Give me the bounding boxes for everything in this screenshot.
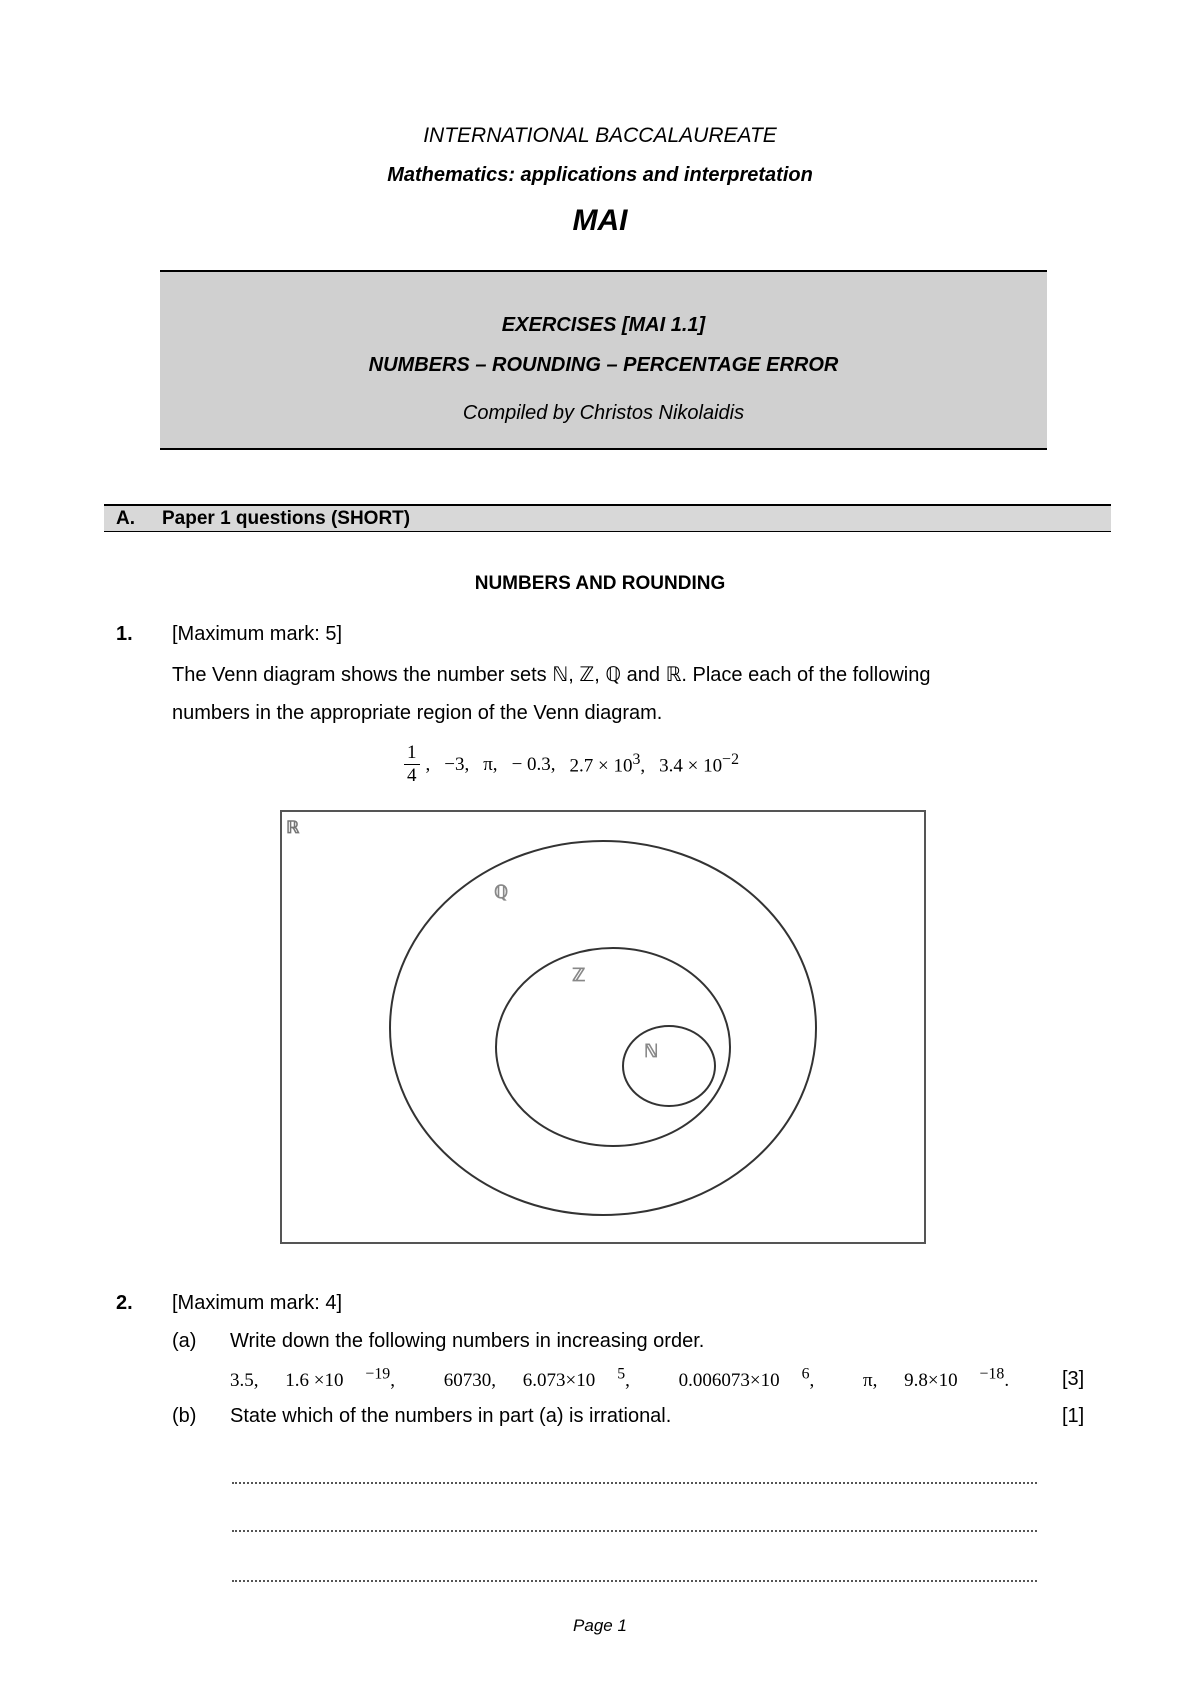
- fraction-numerator: 1: [404, 742, 420, 765]
- number-base: 2.7 × 10: [569, 755, 633, 777]
- answer-line[interactable]: [232, 1580, 1037, 1582]
- question-1-number: 1.: [116, 623, 133, 645]
- subsection-heading: NUMBERS AND ROUNDING: [474, 573, 726, 594]
- title-box: [160, 270, 1047, 450]
- number-exponent: −18: [979, 1366, 1005, 1383]
- fraction-one-quarter: [404, 742, 420, 787]
- number-exponent: 5: [617, 1366, 626, 1383]
- number-pi: π,: [863, 1370, 878, 1392]
- header-organization: INTERNATIONAL BACCALAUREATE: [423, 124, 777, 147]
- fraction-denominator: 4: [407, 765, 417, 786]
- exercise-title: EXERCISES [MAI 1.1]: [501, 314, 706, 336]
- header-course-code: MAI: [572, 204, 628, 237]
- number-exponent: −2: [722, 751, 739, 769]
- exercise-author: Compiled by Christos Nikolaidis: [462, 402, 745, 424]
- venn-label-r: ℝ: [286, 818, 300, 837]
- question-2a-number-list: [230, 1366, 1053, 1392]
- question-1-text-line-2: numbers in the appropriate region of the Venn diagram.: [172, 702, 663, 724]
- number-9-8e-18: [904, 1366, 1031, 1392]
- answer-line[interactable]: [232, 1530, 1037, 1532]
- number-base: 6.073×10: [522, 1370, 596, 1392]
- number-separator: ,: [390, 1370, 395, 1392]
- header-subject: Mathematics: applications and interpretation: [387, 164, 813, 186]
- number-exponent: 3: [632, 751, 641, 769]
- page-number: Page 1: [573, 1616, 627, 1635]
- question-1-marks: [Maximum mark: 5]: [172, 623, 343, 645]
- section-title: Paper 1 questions (SHORT): [162, 508, 411, 529]
- number-exponent: 6: [801, 1366, 810, 1383]
- number-separator: ,: [425, 753, 431, 775]
- venn-label-q: ℚ: [494, 882, 509, 902]
- number-6-073e5: [522, 1366, 652, 1392]
- number-base: 0.006073×10: [678, 1370, 780, 1392]
- number-exponent: −19: [365, 1366, 391, 1383]
- number-separator: ,: [640, 755, 646, 777]
- number-60730: 60730,: [443, 1370, 496, 1392]
- question-1-text-line-1: The Venn diagram shows the number sets ℕ, ℤ, ℚ and ℝ. Place each of the following: [172, 664, 931, 686]
- question-2a-score: [3]: [1062, 1368, 1085, 1390]
- number-0-006073e6: [678, 1366, 837, 1392]
- section-heading-bar: [104, 504, 1111, 532]
- question-2a-label: (a): [172, 1330, 197, 1352]
- question-2b-score: [1]: [1062, 1405, 1085, 1427]
- venn-label-n: ℕ: [644, 1041, 659, 1061]
- number-separator: ,: [809, 1370, 815, 1392]
- venn-set-n-ellipse: [623, 1026, 715, 1106]
- number-minus-three: −3,: [444, 753, 470, 775]
- question-2-number: 2.: [116, 1292, 133, 1314]
- number-minus-point-three: − 0.3,: [511, 753, 556, 775]
- number-3-5: 3.5,: [230, 1370, 259, 1392]
- venn-diagram: [280, 810, 926, 1244]
- number-separator: ,: [625, 1370, 630, 1392]
- venn-set-r-rectangle: [281, 811, 925, 1243]
- exercise-topic: NUMBERS – ROUNDING – PERCENTAGE ERROR: [368, 354, 839, 376]
- venn-set-q-ellipse: [390, 841, 816, 1215]
- question-2b-label: (b): [172, 1405, 197, 1427]
- number-base: 9.8×10: [904, 1370, 958, 1392]
- number-separator: .: [1004, 1370, 1010, 1392]
- number-pi: π,: [483, 753, 498, 775]
- question-2-marks: [Maximum mark: 4]: [172, 1292, 343, 1314]
- question-2b-text: State which of the numbers in part (a) is irrational.: [230, 1405, 672, 1427]
- number-base: 3.4 × 10: [659, 755, 723, 777]
- number-base: 1.6 ×10: [285, 1370, 344, 1392]
- venn-label-z: ℤ: [572, 965, 586, 985]
- number-3-4e-2: [659, 751, 739, 777]
- number-1-6e-19: [285, 1366, 417, 1392]
- answer-line[interactable]: [232, 1482, 1037, 1484]
- question-1-number-list: [404, 742, 739, 787]
- venn-set-z-ellipse: [496, 948, 730, 1146]
- number-2-7e3: [570, 751, 646, 777]
- question-2a-text: Write down the following numbers in increasing order.: [230, 1330, 705, 1352]
- section-letter: A.: [116, 508, 135, 529]
